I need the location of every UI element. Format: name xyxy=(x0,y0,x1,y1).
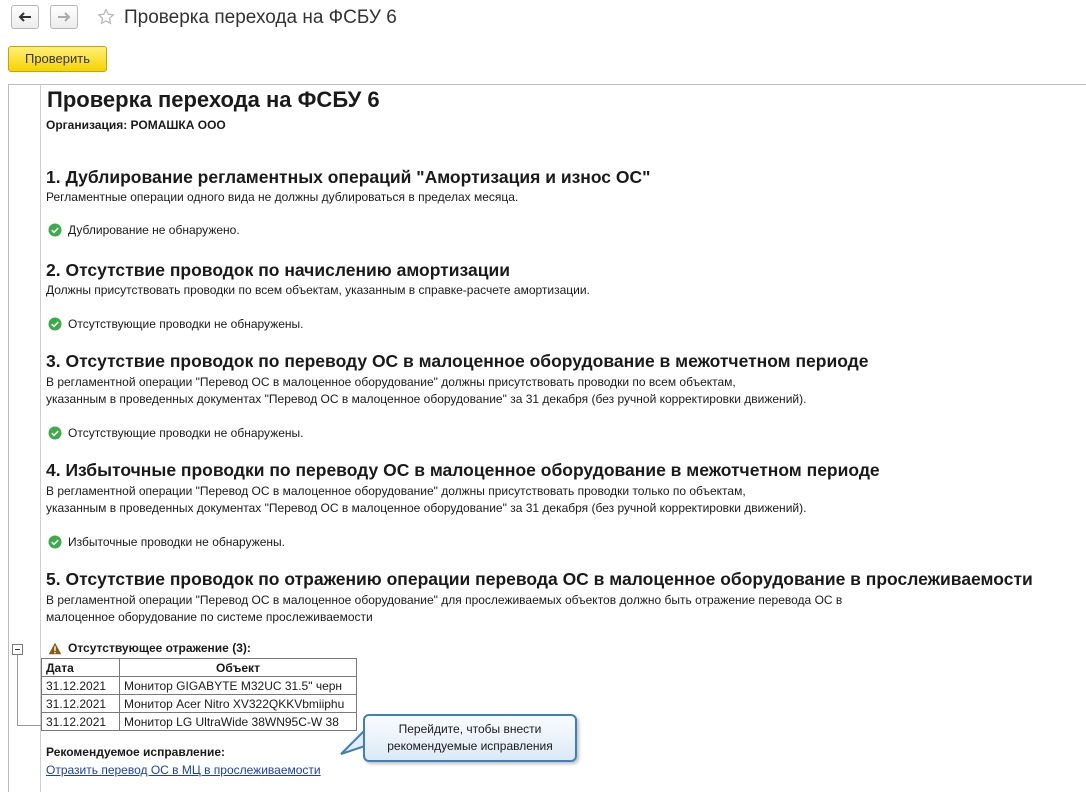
section-4-description-line-1: В регламентной операции "Перевод ОС в малоценное оборудование" должны присутствовать проводки только по объектам, xyxy=(46,484,746,498)
recommendation-label: Рекомендуемое исправление: xyxy=(46,745,226,759)
back-button[interactable] xyxy=(11,5,39,29)
callout-text-line-1: Перейдите, чтобы внести xyxy=(398,722,542,736)
recommendation-link[interactable]: Отразить перевод ОС в МЦ в прослеживаемости xyxy=(46,763,321,777)
cell-object: Монитор Acer Nitro XV322QKKVbmiiphu xyxy=(120,695,357,713)
section-5-description-line-1: В регламентной операции "Перевод ОС в малоценное оборудование" для прослеживаемых объектов должно быть отражение перевода ОС в xyxy=(46,593,843,607)
check-button[interactable]: Проверить xyxy=(8,46,107,72)
section-4-result-text: Избыточные проводки не обнаружены. xyxy=(68,535,286,549)
section-3-description-line-2: указанным в проведенных документах "Перевод ОС в малоценное оборудование" за 31 декабря (без ручной корректировки движений). xyxy=(46,392,807,406)
section-5-warning-text: Отсутствующее отражение (3): xyxy=(68,641,251,655)
arrow-right-icon xyxy=(57,12,71,22)
window-title: Проверка перехода на ФСБУ 6 xyxy=(124,7,397,28)
section-1-result-text: Дублирование не обнаружено. xyxy=(68,223,240,237)
table-row[interactable] xyxy=(42,713,357,731)
section-4-result xyxy=(48,535,285,549)
section-1-result xyxy=(48,223,240,237)
check-circle-icon xyxy=(48,426,62,440)
check-circle-icon xyxy=(48,223,62,237)
tree-line xyxy=(17,725,41,726)
section-2-description: Должны присутствовать проводки по всем объектам, указанным в справке-расчете амортизации. xyxy=(46,283,590,297)
column-header-date: Дата xyxy=(42,659,120,677)
favorite-button[interactable] xyxy=(97,8,115,31)
check-circle-icon xyxy=(48,317,62,331)
section-2-result-text: Отсутствующие проводки не обнаружены. xyxy=(68,317,304,331)
section-3-result xyxy=(48,426,303,440)
section-3-heading: 3. Отсутствие проводок по переводу ОС в малоценное оборудование в межотчетном периоде xyxy=(46,351,869,371)
cell-object: Монитор GIGABYTE M32UC 31.5" черн xyxy=(120,677,357,695)
section-4-heading: 4. Избыточные проводки по переводу ОС в малоценное оборудование в межотчетном периоде xyxy=(46,460,880,480)
section-4-description-line-2: указанным в проведенных документах "Перевод ОС в малоценное оборудование" за 31 декабря (без ручной корректировки движений). xyxy=(46,501,807,515)
tree-line xyxy=(17,655,18,725)
organization-label: Организация: РОМАШКА ООО xyxy=(46,118,226,132)
star-icon xyxy=(97,8,115,26)
collapse-toggle[interactable] xyxy=(12,644,23,655)
column-header-object: Объект xyxy=(120,659,357,677)
table-row[interactable] xyxy=(42,677,357,695)
table-row[interactable] xyxy=(42,695,357,713)
section-5-warning xyxy=(48,641,251,655)
section-5-heading: 5. Отсутствие проводок по отражению операции перевода ОС в малоценное оборудование в прослеживаемости xyxy=(46,569,1033,589)
section-5-description-line-2: малоценное оборудование по системе прослеживаемости xyxy=(46,610,373,624)
cell-date: 31.12.2021 xyxy=(42,677,120,695)
callout-tooltip xyxy=(363,714,577,762)
cell-date: 31.12.2021 xyxy=(42,695,120,713)
arrow-left-icon xyxy=(18,12,32,22)
section-1-heading: 1. Дублирование регламентных операций "Амортизация и износ ОС" xyxy=(46,167,651,187)
section-2-result xyxy=(48,317,303,331)
section-3-result-text: Отсутствующие проводки не обнаружены. xyxy=(68,426,304,440)
check-circle-icon xyxy=(48,535,62,549)
missing-records-table xyxy=(41,658,357,731)
section-3-description-line-1: В регламентной операции "Перевод ОС в малоценное оборудование" должны присутствовать проводки по всем объектам, xyxy=(46,375,736,389)
table-header-row xyxy=(42,659,357,677)
section-1-description: Регламентные операции одного вида не должны дублироваться в пределах месяца. xyxy=(46,190,519,204)
warning-icon xyxy=(48,642,62,655)
report-title: Проверка перехода на ФСБУ 6 xyxy=(47,87,380,112)
callout-text-line-2: рекомендуемые исправления xyxy=(387,739,553,753)
section-2-heading: 2. Отсутствие проводок по начислению амортизации xyxy=(46,260,510,280)
cell-date: 31.12.2021 xyxy=(42,713,120,731)
cell-object: Монитор LG UltraWide 38WN95C-W 38 xyxy=(120,713,357,731)
forward-button[interactable] xyxy=(50,5,78,29)
